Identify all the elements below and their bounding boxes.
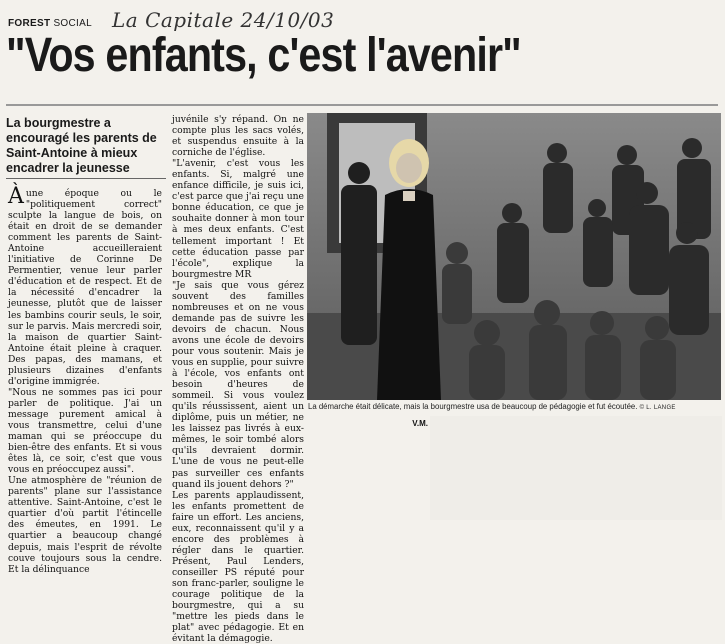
photo-illustration xyxy=(307,113,721,400)
article-paragraph xyxy=(8,184,162,387)
headline: "Vos enfants, c'est l'avenir" xyxy=(6,29,521,82)
article-paragraph: "L'avenir, c'est vous les enfants. Si, malgré une enfance difficile, je suis ici, c'est parce que j'ai reçu une bonne éducation, ce que je souhaite donner à mon tour à mes deux enfants. C'est tellement important ! Et cette éducation passe par l'école", explique la bourgmestre MR xyxy=(172,158,304,280)
article-column-2 xyxy=(172,114,304,644)
article-paragraph: Une atmosphère de "réunion de parents" plane sur l'assistance attentive. Saint-Antoine, c'est le quartier d'où partit l'étincelle des émeutes, en 1991. Le quartier a beaucoup changé depuis, mais l'esprit de révolte couve toujours sous la cendre. Et la délinquance xyxy=(8,475,162,575)
paragraph-text: une époque ou le "politiquement correct" sculpte la langue de bois, on était en droit de se demander comment les parents de Saint-Antoine accueilleraient l'initiative de Corinne De Permentier, venue leur parler d'éducation et de respect. Et de la nécessité d'encadrer la jeunesse, plutôt que de laisser les bambins courir seuls, le soir, sur le parvis. Mais mercredi soir, la maison de quartier Saint-Antoine était pleine à craquer. Des papas, des mamans, et plusieurs dizaines d'enfants d'origine immigrée. xyxy=(8,188,162,387)
article-paragraph: "Je sais que vous gérez souvent des familles nombreuses et on ne vous demande pas de suivre les devoirs de chacun. Nous avons une école de devoirs pour vous soutenir. Mais je vous en supplie, pour suivre à l'école, vos enfants ont besoin d'heures de sommeil. Si vous voulez qu'ils réussissent, aient un diplôme, puis un métier, ne les laissez pas livrés à eux-mêmes, le soir tombé alors qu'ils devraient dormir. L'une de vous ne peut-elle pas surveiller ces enfants quand ils jouent dehors ?" xyxy=(172,279,304,490)
article-paragraph: Les parents applaudissent, les enfants promettent de faire un effort. Les anciens, eux, reconnaissent qu'il y a encore des problèmes à régler dans le quartier. Présent, Paul Lenders, conseiller PS réputé pour son franc-parler, souligne le courage politique de la bourgmestre, qui a su "mettre les pieds dans le plat" avec pédagogie. Et en évitant la démagogie. xyxy=(172,489,304,644)
handwritten-source-note: La Capitale 24/10/03 xyxy=(112,8,335,32)
article-column-3 xyxy=(308,418,428,429)
adjacent-page-margin xyxy=(430,416,722,520)
article-paragraph: "Nous ne sommes pas ici pour parler de politique. J'ai un message purement amical à vous transmettre, celui d'une maman qui se préoccupe du bien-être des enfants. Et si vous êtes là, ce soir, c'est que vous vous en préoccupez aussi". xyxy=(8,386,162,476)
headline-rule xyxy=(6,104,718,106)
author-signature: V.M. xyxy=(412,419,428,428)
section-subname: SOCIAL xyxy=(53,18,92,29)
caption-text: La démarche était délicate, mais la bourgmestre usa de beaucoup de pédagogie et fut écoutée. xyxy=(308,402,638,411)
photo-meeting xyxy=(307,113,721,400)
photo-credit: © L. LANGE xyxy=(639,405,676,411)
section-rubric xyxy=(8,18,92,29)
photo-caption xyxy=(308,402,720,413)
dropcap: À xyxy=(8,184,24,209)
deck-rule xyxy=(6,178,166,179)
deck-subheading: La bourgmestre a encouragé les parents de Saint-Antoine à mieux encadrer la jeunesse xyxy=(6,116,157,175)
section-name: FOREST xyxy=(8,18,51,29)
article-column-1 xyxy=(8,184,162,575)
article-paragraph: juvénile s'y répand. On ne compte plus les sacs volés, et suspendus ensuite à la corniche de l'église. xyxy=(172,114,304,159)
